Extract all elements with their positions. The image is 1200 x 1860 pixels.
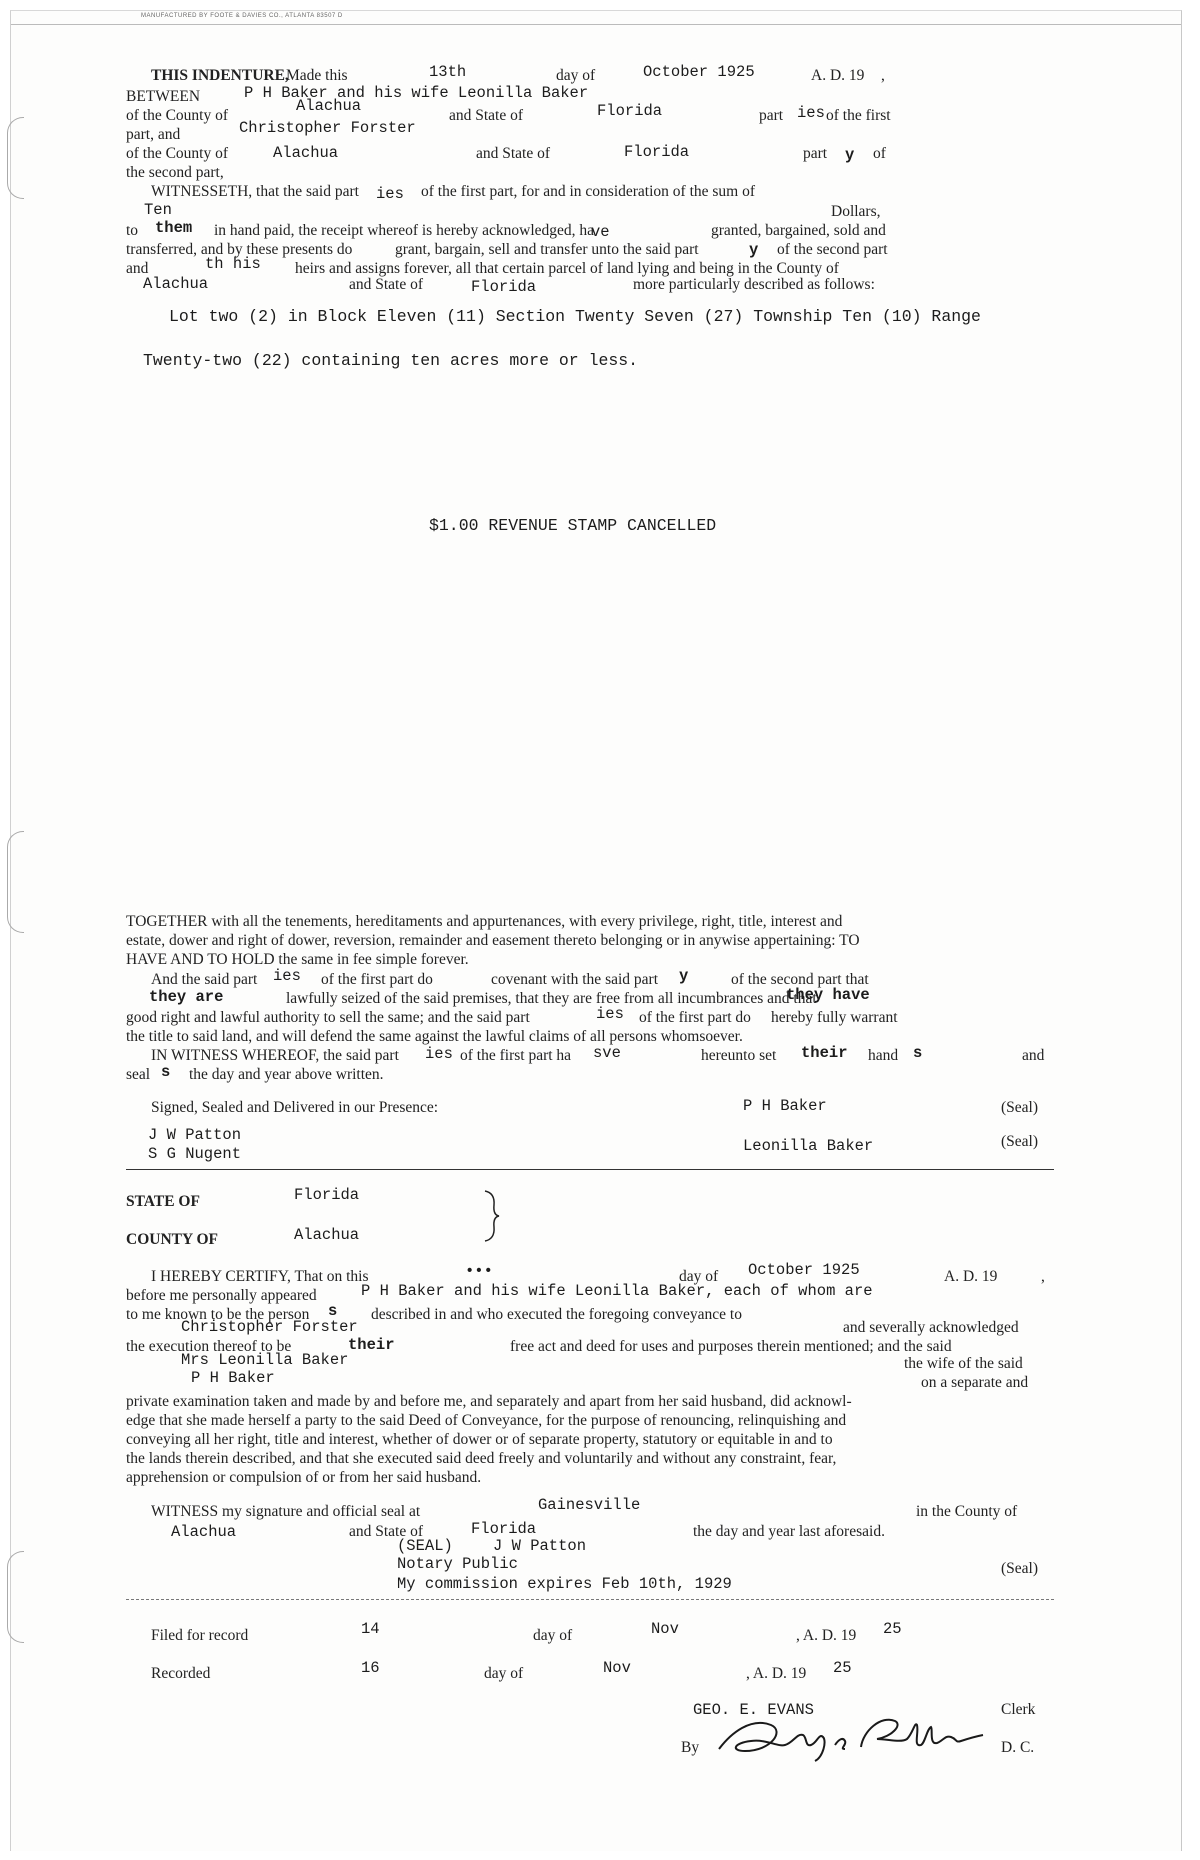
by-label: By: [681, 1739, 700, 1756]
witness-1: J W Patton: [148, 1126, 242, 1144]
together-line-1: TOGETHER with all the tenements, hereditaments and appurtenances, with every privilege, right, title, interest and: [126, 913, 843, 930]
recorded-month: Nov: [603, 1659, 631, 1677]
ack-line-12: apprehension or compulsion of or from her said husband.: [126, 1469, 482, 1486]
county-of-text-1: of the County of: [126, 107, 229, 124]
part-suffix-3: ies: [376, 185, 404, 203]
grantor-signature-2: Leonilla Baker: [743, 1137, 874, 1155]
comma-text: ,: [881, 67, 885, 84]
top-edge: [11, 24, 1181, 25]
ack-their: their: [348, 1336, 395, 1354]
grantee-county: Alachua: [273, 144, 339, 162]
grantors: P H Baker and his wife Leonilla Baker: [244, 84, 589, 102]
second-part-text-2: of the second part: [777, 241, 888, 258]
second-part-text: the second part,: [126, 164, 224, 181]
consideration-sum: Ten: [144, 201, 172, 219]
known-text: to me known to be the person: [126, 1306, 310, 1323]
witnesseth-text: WITNESSETH, that the said part: [151, 183, 359, 200]
covenant-2b: lawfully seized of the said premises, that they are free from all incumbrances and that: [286, 990, 817, 1007]
dc-label: D. C.: [1001, 1739, 1035, 1756]
covenant-3-ies: ies: [596, 1005, 624, 1023]
of-text: of: [873, 145, 886, 162]
heirs-pronoun: th his: [205, 255, 261, 273]
to-text: to: [126, 222, 139, 239]
deed-day: 13th: [429, 63, 467, 81]
printer-imprint: MANUFACTURED BY FOOTE & DAVIES CO., ATLANTA 83507 D: [141, 13, 343, 19]
filed-year: 25: [883, 1620, 902, 1638]
ack-grantee: Christopher Forster: [181, 1318, 358, 1336]
ack-county: Alachua: [294, 1226, 360, 1244]
of-first-text: of the first: [826, 107, 891, 124]
recorded-ad: , A. D. 19: [746, 1665, 807, 1682]
notary-day-text: the day and year last aforesaid.: [693, 1523, 885, 1540]
ack-wife-name: Mrs Leonilla Baker: [181, 1351, 349, 1369]
binder-hole-bottom: [7, 1551, 24, 1643]
notary-county: Alachua: [171, 1523, 237, 1541]
covenant-1a: And the said part: [151, 971, 258, 988]
covenant-they-have: they have: [786, 986, 870, 1004]
notary-state-of-text: and State of: [349, 1523, 424, 1540]
have-suffix: ve: [591, 223, 610, 241]
filed-month: Nov: [651, 1620, 679, 1638]
witness-whereof-s: s: [913, 1044, 923, 1062]
notary-seal: (Seal): [1001, 1560, 1039, 1577]
covenant-1d: of the second part that: [731, 971, 869, 988]
described-in-text: described in and who executed the foregoing conveyance to: [371, 1306, 742, 1323]
grantee: Christopher Forster: [239, 119, 416, 137]
and-text: and: [126, 260, 149, 277]
grantor-state: Florida: [597, 102, 663, 120]
ack-day-of: day of: [679, 1268, 719, 1285]
certify-text: I HEREBY CERTIFY, That on this: [151, 1268, 369, 1285]
recorded-label: Recorded: [151, 1665, 211, 1682]
notary-county-of-text: in the County of: [916, 1503, 1018, 1520]
part-suffix-1: ies: [797, 104, 825, 122]
covenant-they-are: they are: [149, 988, 224, 1006]
grant-text: grant, bargain, sell and transfer unto the said part: [395, 241, 699, 258]
county-of-label: COUNTY OF: [126, 1231, 218, 1248]
section-rule-2: [126, 1599, 1054, 1600]
state-of-text-3: and State of: [349, 276, 424, 293]
free-act-text: free act and deed for uses and purposes therein mentioned; and the said: [510, 1338, 952, 1355]
notary-commission: My commission expires Feb 10th, 1929: [397, 1575, 732, 1593]
grantee-state: Florida: [624, 143, 690, 161]
deed-page: [10, 10, 1182, 1851]
person-s: s: [328, 1302, 338, 1320]
legal-description-line-2: Twenty-two (22) containing ten acres more or less.: [143, 351, 639, 370]
made-this-text: Made this: [286, 67, 348, 84]
witness-whereof-2b: the day and year above written.: [189, 1066, 384, 1083]
recorded-day: 16: [361, 1659, 380, 1677]
binder-hole-middle: [7, 831, 24, 933]
witness-whereof-seal-s: s: [161, 1063, 171, 1081]
transferred-text: transferred, and by these presents do: [126, 241, 353, 258]
witness-whereof-1b: of the first part ha: [460, 1047, 572, 1064]
notary-state: Florida: [471, 1520, 537, 1538]
part-text-1: part: [759, 107, 784, 124]
grantor-county: Alachua: [296, 97, 362, 115]
property-county: Alachua: [143, 275, 209, 293]
witness-whereof-ies: ies: [425, 1045, 453, 1063]
described-text: more particularly described as follows:: [633, 276, 875, 293]
indenture-heading: THIS INDENTURE,: [151, 67, 289, 84]
execution-text: the execution thereof to be: [126, 1338, 292, 1355]
ack-comma: ,: [1041, 1268, 1045, 1285]
consideration-text: of the first part, for and in consideration of the sum of: [421, 183, 756, 200]
covenant-4: the title to said land, and will defend the same against the lawful claims of all persons whomsoever.: [126, 1028, 743, 1045]
binder-hole-top: [7, 117, 24, 199]
notary-name: J W Patton: [493, 1537, 587, 1555]
payee: them: [155, 219, 193, 237]
property-state: Florida: [471, 278, 537, 296]
section-rule-1: [126, 1169, 1054, 1170]
wife-of-text: the wife of the said: [904, 1355, 1023, 1372]
witness-whereof-1e: and: [1022, 1047, 1045, 1064]
covenant-1-ies: ies: [273, 967, 301, 985]
heirs-text: heirs and assigns forever, all that certain parcel of land lying and being in the County of: [295, 260, 839, 277]
filed-day: 14: [361, 1620, 380, 1638]
bracket-icon: [481, 1189, 503, 1243]
covenant-3b: of the first part do: [639, 1009, 751, 1026]
seal-2: (Seal): [1001, 1133, 1039, 1150]
county-of-text-2: of the County of: [126, 145, 229, 162]
ack-day: •••: [465, 1262, 493, 1280]
part-suffix-4: y: [749, 241, 759, 259]
clerk-label: Clerk: [1001, 1701, 1036, 1718]
deed-date: October 1925: [643, 63, 755, 81]
ack-ad: A. D. 19: [944, 1268, 998, 1285]
covenant-1c: covenant with the said part: [491, 971, 659, 988]
state-of-text-1: and State of: [449, 107, 524, 124]
ad-text: A. D. 19: [811, 67, 865, 84]
ack-state: Florida: [294, 1186, 360, 1204]
covenant-1b: of the first part do: [321, 971, 433, 988]
ack-line-8: private examination taken and made by and before me, and separately and apart from her said husband, did acknowl-: [126, 1393, 852, 1410]
covenant-3c: hereby fully warrant: [771, 1009, 898, 1026]
severally-ack-text: and severally acknowledged: [843, 1319, 1019, 1336]
state-of-text-2: and State of: [476, 145, 551, 162]
ack-line-10: conveying all her right, title and interest, whether of dower or of separate property, statutory or equitable in and to: [126, 1431, 833, 1448]
witness-whereof-1a: IN WITNESS WHEREOF, the said part: [151, 1047, 399, 1064]
separate-text: on a separate and: [921, 1374, 1029, 1391]
before-me-text: before me personally appeared: [126, 1287, 317, 1304]
recorded-day-of: day of: [484, 1665, 524, 1682]
day-of-text: day of: [556, 67, 596, 84]
notary-city: Gainesville: [538, 1496, 641, 1514]
witness-2: S G Nugent: [148, 1145, 242, 1163]
legal-description-line-1: Lot two (2) in Block Eleven (11) Section Twenty Seven (27) Township Ten (10) Range: [169, 307, 981, 326]
witness-whereof-have: sve: [593, 1044, 621, 1062]
witness-whereof-their: their: [801, 1044, 848, 1062]
ack-line-9: edge that she made herself a party to the said Deed of Conveyance, for the purpose of renouncing, relinquishing and: [126, 1412, 847, 1429]
notary-seal-label: (SEAL): [397, 1537, 453, 1555]
witness-whereof-2a: seal: [126, 1066, 151, 1083]
part-and-text: part, and: [126, 126, 181, 143]
between-text: BETWEEN: [126, 88, 201, 105]
filed-ad: , A. D. 19: [796, 1627, 857, 1644]
clerk-name: GEO. E. EVANS: [693, 1701, 814, 1719]
state-of-label: STATE OF: [126, 1193, 200, 1210]
witness-whereof-1c: hereunto set: [701, 1047, 777, 1064]
deputy-clerk-signature: [711, 1703, 991, 1763]
signed-sealed-text: Signed, Sealed and Delivered in our Presence:: [151, 1099, 439, 1116]
seal-1: (Seal): [1001, 1099, 1039, 1116]
grantor-signature-1: P H Baker: [743, 1097, 827, 1115]
together-line-2: estate, dower and right of dower, reversion, remainder and easement thereto belonging or in anywise appertaining: TO: [126, 932, 860, 949]
filed-day-of: day of: [533, 1627, 573, 1644]
covenant-1-y: y: [679, 967, 689, 985]
dollars-text: Dollars,: [831, 203, 881, 220]
hand-paid-text: in hand paid, the receipt whereof is hereby acknowledged, ha: [214, 222, 595, 239]
covenant-3a: good right and lawful authority to sell the same; and the said part: [126, 1009, 530, 1026]
notary-witness-text: WITNESS my signature and official seal at: [151, 1503, 421, 1520]
together-line-3: HAVE AND TO HOLD the same in fee simple forever.: [126, 951, 469, 968]
granted-text: granted, bargained, sold and: [711, 222, 886, 239]
ack-husband-name: P H Baker: [191, 1369, 275, 1387]
revenue-stamp-note: $1.00 REVENUE STAMP CANCELLED: [429, 516, 717, 535]
ack-line-11: the lands therein described, and that she executed said deed freely and voluntarily and without any constraint, fear,: [126, 1450, 837, 1467]
part-text-2: part: [803, 145, 828, 162]
notary-title: Notary Public: [397, 1555, 518, 1573]
ack-date: October 1925: [748, 1261, 860, 1279]
filed-label: Filed for record: [151, 1627, 249, 1644]
witness-whereof-1d: hand: [868, 1047, 899, 1064]
ack-persons: P H Baker and his wife Leonilla Baker, each of whom are: [361, 1282, 873, 1300]
part-suffix-2: y: [845, 146, 855, 164]
recorded-year: 25: [833, 1659, 852, 1677]
